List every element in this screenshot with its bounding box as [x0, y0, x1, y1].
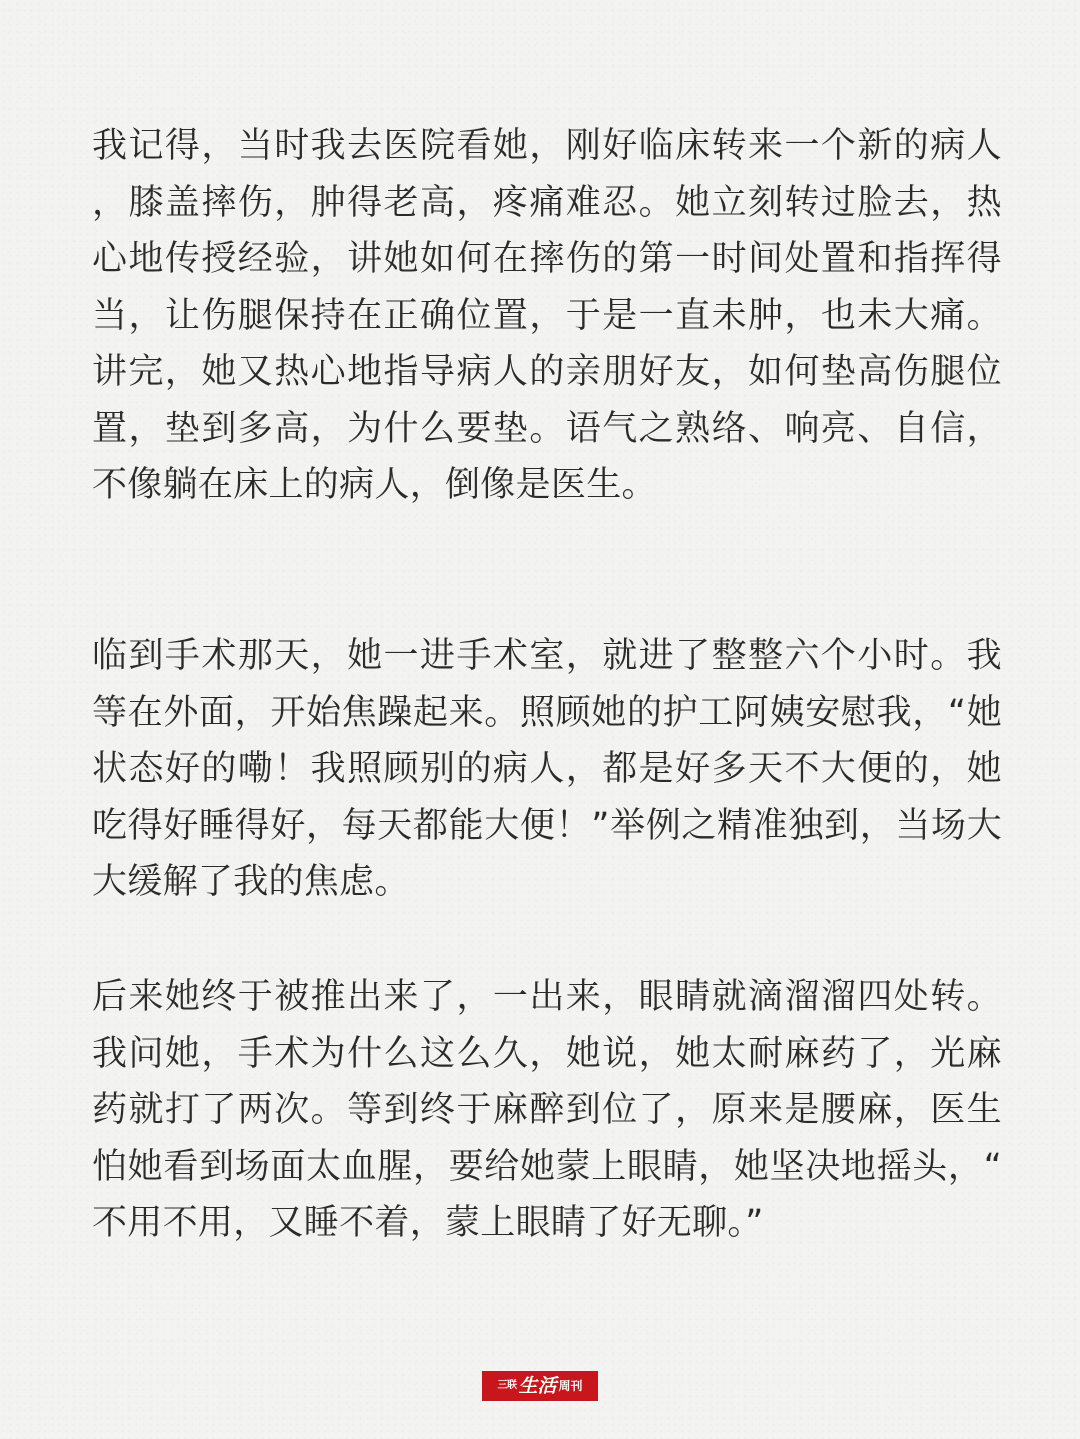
logo-main: 生活: [518, 1375, 557, 1397]
article-paragraph-2: 临到手术那天，她一进手术室，就进了整整六个小时。我等在外面，开始焦躁起来。照顾她的护工阿姨安慰我，“她状态好的嘞！我照顾别的病人，都是好多天不大便的，她吃得好睡得好，每天都能大便！”举例之精准独到，当场大大缓解了我的焦虑。: [92, 636, 1002, 902]
article-paragraph-3: 后来她终于被推出来了，一出来，眼睛就滴溜溜四处转。我问她，手术为什么这么久，她说，她太耐麻药了，光麻药就打了两次。等到终于麻醉到位了，原来是腰麻，医生怕她看到场面太血腥，要给她蒙上眼睛，她坚决地摇头，“不用不用，又睡不着，蒙上眼睛了好无聊。”: [92, 977, 1002, 1243]
article-paragraph-1: 我记得，当时我去医院看她，刚好临床转来一个新的病人，膝盖摔伤，肿得老高，疼痛难忍。她立刻转过脸去，热心地传授经验，讲她如何在摔伤的第一时间处置和指挥得当，让伤腿保持在正确位置，于是一直未肿，也未大痛。讲完，她又热心地指导病人的亲朋好友，如何垫高伤腿位置，垫到多高，为什么要垫。语气之熟络、响亮、自信，不像躺在床上的病人，倒像是医生。: [92, 126, 1002, 505]
logo-prefix: 三联: [497, 1380, 517, 1391]
logo-suffix: 周刊: [558, 1379, 583, 1393]
sanlian-lifeweek-logo: [482, 1371, 598, 1401]
